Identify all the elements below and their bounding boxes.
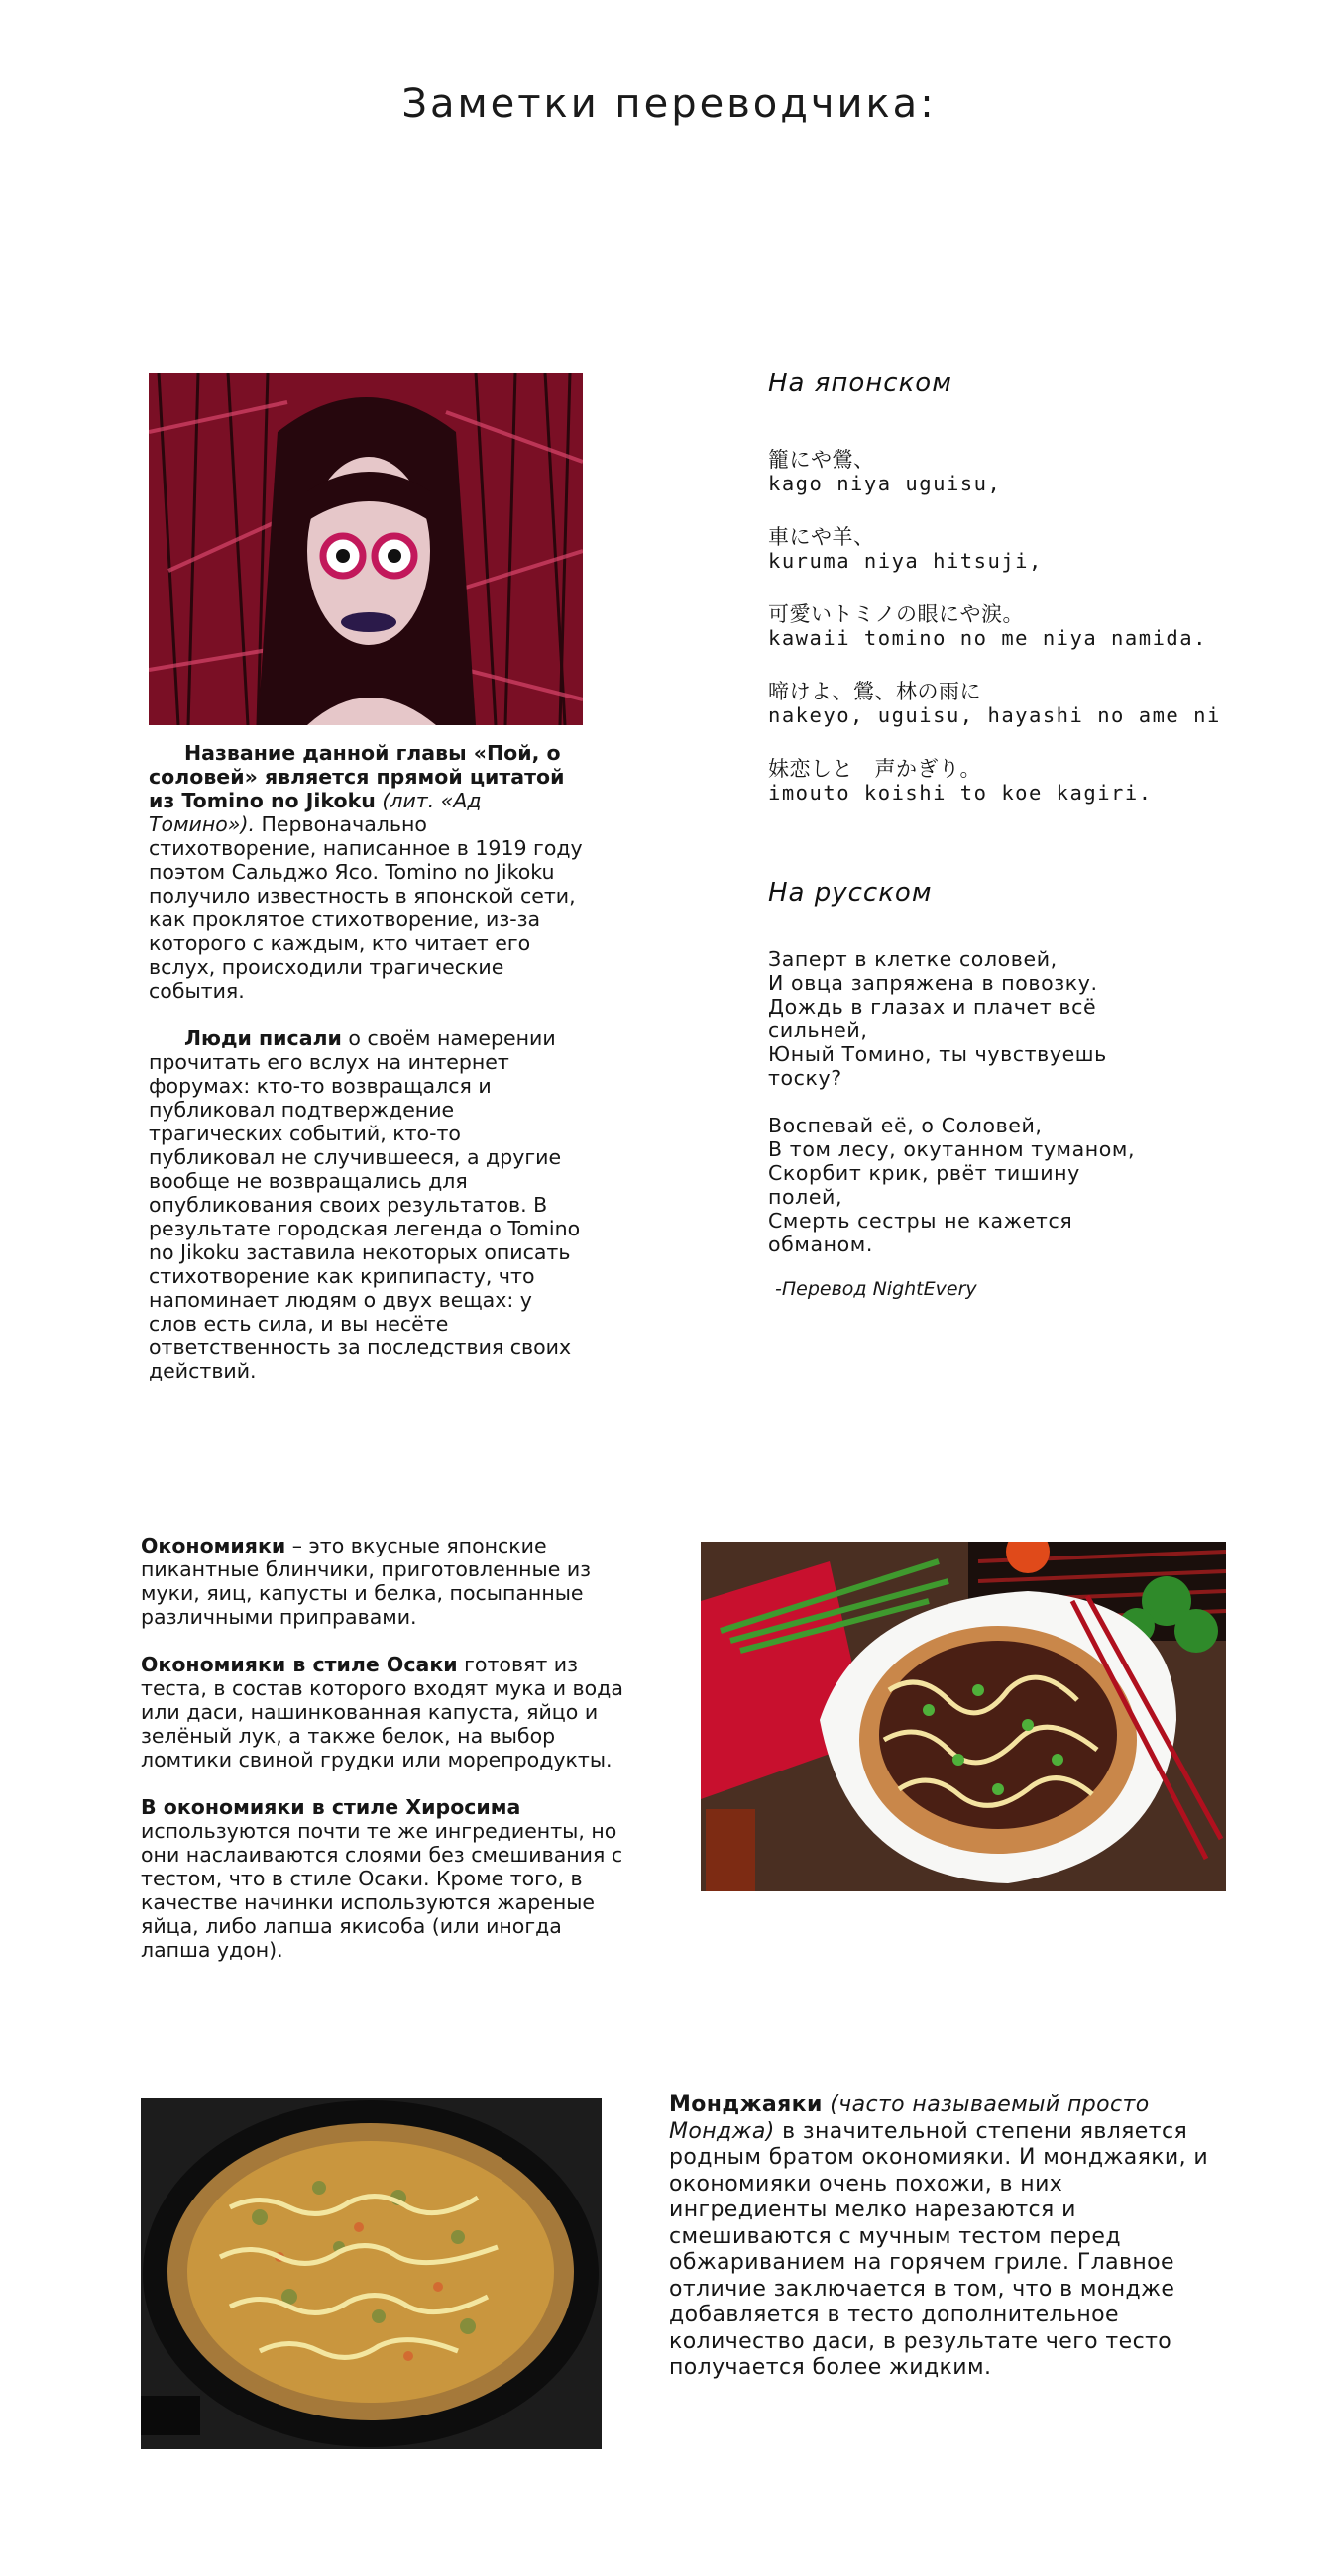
translation-credit: -Перевод NightEvery <box>775 1278 977 1300</box>
monjayaki-photo <box>141 2098 602 2449</box>
poem-stanza: 妹恋しと 声かぎり。 imouto koishi to koe kagiri. <box>768 757 1153 805</box>
japanese-poem <box>768 448 1323 834</box>
intro-paragraph-1: Название данной главы «Пой, о соловей» является прямой цитатой из Tomino no Jikoku (лит. «Ад Томино»). Первоначально стихотворение, написанное в 1919 году поэтом Сальджо Ясо. Tomino no Jikoku получило известность в японской сети, как проклятое стихотворение, из-за которого с каждым, кто читает его вслух, происходили трагические события. <box>149 741 583 1003</box>
okonomiyaki-paragraph-2: Окономияки в стиле Осаки готовят из теста, в состав которого входят мука и вода или даси, нашинкованная капуста, яйцо и зелёный лук, а также белок, на выбор ломтики свиной грудки или морепродукты. <box>141 1653 623 1771</box>
japanese-heading: На японском <box>768 369 952 398</box>
okonomiyaki-photo <box>701 1542 1226 1891</box>
poem-stanza: 籠にや鶯、 kago niya uguisu, <box>768 448 1002 495</box>
russian-heading: На русском <box>768 878 933 908</box>
page-title: Заметки переводчика: <box>401 81 937 127</box>
russian-poem: Заперт в клетке соловей, И овца запряжена в повозку. Дождь в глазах и плачет всё сильней, Юный Томино, ты чувствуешь тоску? Воспевай её, о Соловей, В том лесу, окутанном туманом, Скорбит крик, рвёт тишину полей, Смерть сестры не кажется обманом. <box>768 947 1136 1256</box>
intro-text <box>149 741 585 1383</box>
poem-stanza: 可愛いトミノの眼にや涙。 kawaii tomino no me niya namida. <box>768 602 1207 650</box>
okonomiyaki-text <box>141 1534 626 1962</box>
poem-stanza: 啼けよ、鶯、林の雨に nakeyo, uguisu, hayashi no ame ni <box>768 680 1221 727</box>
okonomiyaki-paragraph-3: В окономияки в стиле Хиросима используются почти те же ингредиенты, но они наслаиваются слоями без смешивания с тестом, что в стиле Осаки. Кроме того, в качестве начинки используются жареные яйца, либо лапша якисоба (или иногда лапша удон). <box>141 1795 623 1962</box>
tomino-illustration <box>149 373 583 725</box>
monjayaki-text <box>669 2093 1224 2382</box>
poem-stanza: 車にや羊、 kuruma niya hitsuji, <box>768 525 1043 573</box>
monjayaki-paragraph: Монджаяки (часто называемый просто Монджа) в значительной степени является родным братом окономияки. И монджаяки, и окономияки очень похожи, в них ингредиенты мелко нарезаются и смешиваются с мучным тестом перед обжариванием на горячем гриле. Главное отличие заключается в том, что в мондже добавляется в тесто дополнительное количество даси, в результате чего тесто получается более жидким. <box>669 2093 1209 2380</box>
okonomiyaki-paragraph-1: Окономияки – это вкусные японские пикантные блинчики, приготовленные из муки, яиц, капусты и белка, посыпанные различными приправами. <box>141 1534 592 1629</box>
intro-paragraph-2: Люди писали о своём намерении прочитать его вслух на интернет форумах: кто-то возвращался и публиковал подтверждение трагических событий, кто-то публиковал не случившееся, а другие вообще не возвращались для опубликования своих результатов. В результате городская легенда о Tomino no Jikoku заставила некоторых описать стихотворение как крипипасту, что напоминает людям о двух вещах: у слов есть сила, и вы несёте ответственность за последствия своих действий. <box>149 1026 581 1383</box>
